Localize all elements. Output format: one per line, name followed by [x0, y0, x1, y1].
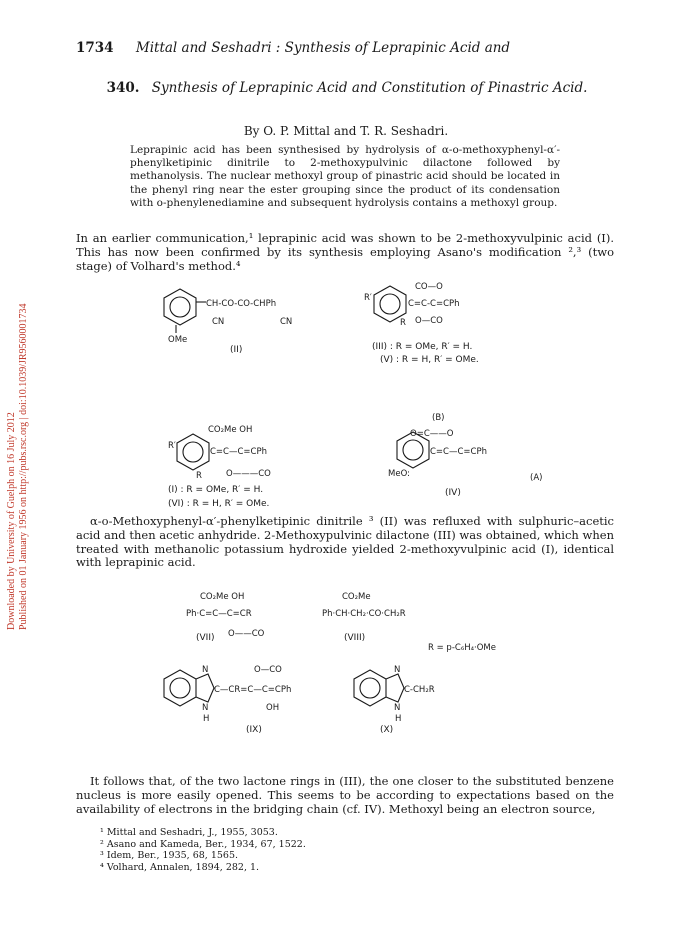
- I-label: (I) : R = OMe, R′ = H.: [168, 485, 264, 495]
- IV-top: O=C——O: [410, 429, 454, 439]
- II-label: (II): [230, 345, 243, 355]
- footnote: ⁴ Volhard, Annalen, 1894, 282, 1.: [100, 861, 260, 873]
- I-r: R: [196, 471, 202, 481]
- IV-a: (A): [530, 473, 543, 483]
- III-top: CO—O: [415, 282, 443, 292]
- IX-top: O—CO: [254, 665, 282, 675]
- footnote: ² Asano and Kameda, Ber., 1934, 67, 1522.: [100, 838, 306, 850]
- VIII-chain: Ph·CH·CH₂·CO·CH₂R: [322, 609, 406, 619]
- abstract: Leprapinic acid has been synthesised by hydrolysis of α-o-methoxyphenyl-α′-phenylketipinic dinitrile to 2-methoxypulvinic dilactone followed by methanolysis. The nuclear methoxyl group of pinastric acid should be located in the phenyl ring near the ester grouping since the product of its condensation with o-phenylenediamine and subsequent hydrolysis contains a methoxyl group.: [130, 144, 560, 209]
- III-r: R: [400, 318, 406, 328]
- article-title: Synthesis of Leprapinic Acid and Constitution of Pinastric Acid.: [151, 80, 588, 96]
- published-line: Published on 01 January 1956 on http://pubs.rsc.org | doi:10.1039/JR9560001734: [18, 303, 29, 630]
- I-bottom: O———CO: [226, 469, 271, 479]
- IV-meo: MeO:: [388, 469, 410, 479]
- X-h: H: [395, 714, 402, 724]
- II-cn2: CN: [280, 317, 293, 327]
- footnote: ³ Idem, Ber., 1935, 68, 1565.: [100, 850, 239, 861]
- IX-n1: N: [202, 665, 209, 675]
- benzene-ring-IX: [164, 670, 196, 706]
- benzene-ring-X: [354, 670, 386, 706]
- I-chain: C=C—C=CPh: [210, 447, 267, 457]
- download-line: Downloaded by University of Guelph on 16 July 2012: [6, 412, 17, 630]
- VI-label: (VI) : R = H, R′ = OMe.: [168, 499, 270, 509]
- X-n2: N: [394, 703, 401, 713]
- article-number: 340.: [106, 80, 140, 96]
- benzene-ring-I: [177, 434, 209, 470]
- X-n1: N: [394, 665, 401, 675]
- III-chain: C=C-C=CPh: [408, 299, 460, 309]
- VII-top: CO₂Me OH: [200, 592, 245, 602]
- IX-label: (IX): [246, 725, 262, 735]
- footnote: ¹ Mittal and Seshadri, J., 1955, 3053.: [100, 827, 278, 838]
- IX-h: H: [203, 714, 210, 724]
- X-chain: C-CH₂R: [404, 685, 435, 695]
- page-number: 1734: [76, 40, 114, 56]
- IX-oh: OH: [266, 703, 280, 713]
- IX-chain: C—CR=C—C=CPh: [214, 685, 292, 695]
- benzene-ring-III: [374, 286, 406, 322]
- I-rp: R′: [168, 441, 176, 451]
- running-title: Mittal and Seshadri : Synthesis of Leprapinic Acid and: [135, 40, 511, 56]
- VII-chain: Ph·C=C—C=CR: [186, 609, 252, 619]
- II-cn1: CN: [212, 317, 225, 327]
- V-label: (V) : R = H, R′ = OMe.: [380, 355, 479, 365]
- IV-label: (IV): [445, 488, 461, 498]
- III-rp: R′: [364, 293, 372, 303]
- VII-bottom: O——CO: [228, 629, 265, 639]
- VIII-label: (VIII): [344, 633, 366, 643]
- III-bottom: O—CO: [415, 316, 443, 326]
- II-ome: OMe: [168, 335, 188, 345]
- IV-b: (B): [432, 413, 445, 423]
- benzene-ring-II: [164, 289, 196, 325]
- authors: By O. P. Mittal and T. R. Seshadri.: [243, 124, 449, 138]
- R-definition: R = p-C₆H₄·OMe: [428, 643, 496, 653]
- paragraph-discussion: It follows that, of the two lactone rings in (III), the one closer to the substituted benzene nucleus is more easily opened. This seems to be according to expectations based on the availability of electrons in the bridging chain (cf. IV). Methoxyl being an electron source,: [76, 774, 614, 816]
- II-chain: CH-CO-CO-CHPh: [206, 299, 277, 309]
- VII-label: (VII): [196, 633, 215, 643]
- paragraph-intro: In an earlier communication,¹ leprapinic acid was shown to be 2-methoxyvulpinic acid (I). This has now been confirmed by its synthesis employing Asano's modification ²,³ (two stage) of Volhard's method.⁴: [76, 231, 614, 273]
- X-label: (X): [380, 725, 394, 735]
- paragraph-synthesis: α-o-Methoxyphenyl-α′-phenylketipinic dinitrile ³ (II) was refluxed with sulphuric–acetic acid and then acetic anhydride. 2-Methoxypulvinic dilactone (III) was obtained, which when treated with methanolic potassium hydroxide yielded 2-methoxyvulpinic acid (I), identical with leprapinic acid.: [76, 514, 614, 570]
- I-top: CO₂Me OH: [208, 425, 253, 435]
- IX-n2: N: [202, 703, 209, 713]
- footnotes: [100, 827, 306, 873]
- VIII-top: CO₂Me: [342, 592, 371, 602]
- IV-chain: C=C—C=CPh: [430, 447, 487, 457]
- III-label: (III) : R = OMe, R′ = H.: [372, 342, 473, 352]
